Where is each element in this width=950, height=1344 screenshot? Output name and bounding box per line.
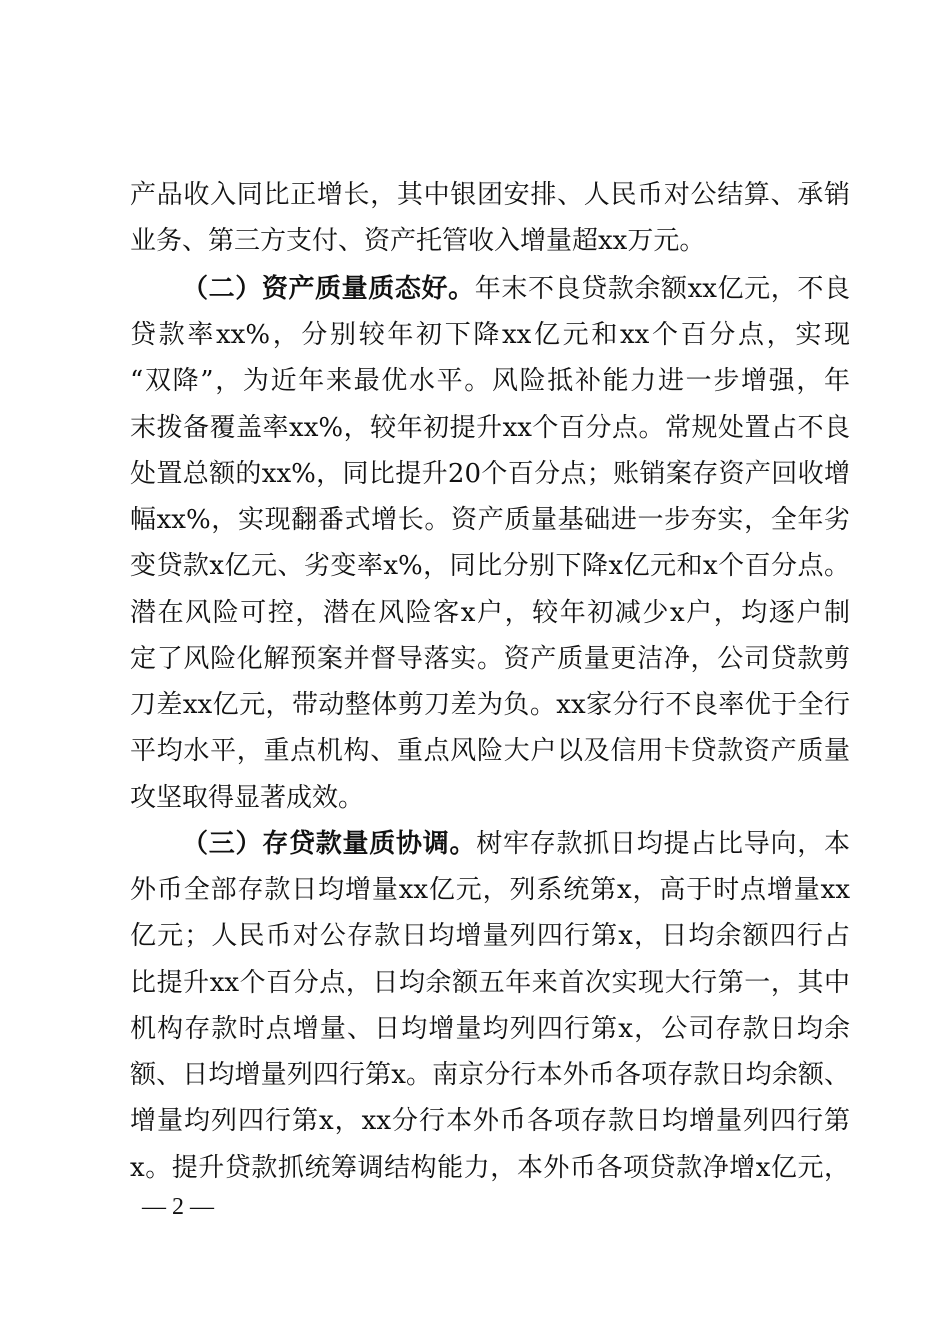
- body-line-9: 变贷款x亿元、劣变率x%，同比分别下降x亿元和x个百分点。: [130, 551, 850, 581]
- section-heading-deposits-loans: （三）存贷款量质协调。: [182, 829, 477, 859]
- body-line-7: 处置总额的xx%，同比提升20个百分点；账销案存资产回收增: [130, 459, 850, 489]
- body-line-12: 刀差xx亿元，带动整体剪刀差为负。xx家分行不良率优于全行: [130, 690, 850, 720]
- body-line-4: 贷款率xx%，分别较年初下降xx亿元和xx个百分点，实现: [130, 320, 850, 350]
- body-line-8: 幅xx%，实现翻番式增长。资产质量基础进一步夯实，全年劣: [130, 505, 850, 535]
- section-heading-asset-quality: （二）资产质量质态好。: [182, 274, 475, 304]
- body-line-11: 定了风险化解预案并督导落实。资产质量更洁净，公司贷款剪: [130, 644, 850, 674]
- body-line-17: 亿元；人民币对公存款日均增量列四行第x，日均余额四行占: [130, 921, 850, 951]
- body-line-10: 潜在风险可控，潜在风险客x户，较年初减少x户，均逐户制: [130, 598, 850, 628]
- body-line-14: 攻坚取得显著成效。: [130, 783, 365, 813]
- page-number: — 2 —: [142, 1194, 214, 1220]
- body-line-20: 额、日均增量列四行第x。南京分行本外币各项存款日均余额、: [130, 1060, 850, 1090]
- body-line-1: 产品收入同比正增长，其中银团安排、人民币对公结算、承销: [130, 180, 850, 210]
- body-line-18: 比提升xx个百分点，日均余额五年来首次实现大行第一，其中: [130, 968, 850, 998]
- section-heading-line-3: （三）存贷款量质协调。树牢存款抓日均提占比导向，本: [182, 829, 850, 859]
- body-line-19: 机构存款时点增量、日均增量均列四行第x，公司存款日均余: [130, 1014, 850, 1044]
- body-line-16: 外币全部存款日均增量xx亿元，列系统第x，高于时点增量xx: [130, 875, 850, 905]
- body-line-13: 平均水平，重点机构、重点风险大户以及信用卡贷款资产质量: [130, 736, 850, 766]
- body-line-6: 末拨备覆盖率xx%，较年初提升xx个百分点。常规处置占不良: [130, 413, 850, 443]
- body-line-5: “双降”，为近年来最优水平。风险抵补能力进一步增强，年: [130, 366, 850, 396]
- body-line-2: 业务、第三方支付、资产托管收入增量超xx万元。: [130, 226, 706, 256]
- body-line-21: 增量均列四行第x，xx分行本外币各项存款日均增量列四行第: [130, 1106, 850, 1136]
- section-heading-line-2: （二）资产质量质态好。年末不良贷款余额xx亿元，不良: [182, 274, 850, 304]
- body-line-22: x。提升贷款抓统筹调结构能力，本外币各项贷款净增x亿元，: [130, 1153, 850, 1183]
